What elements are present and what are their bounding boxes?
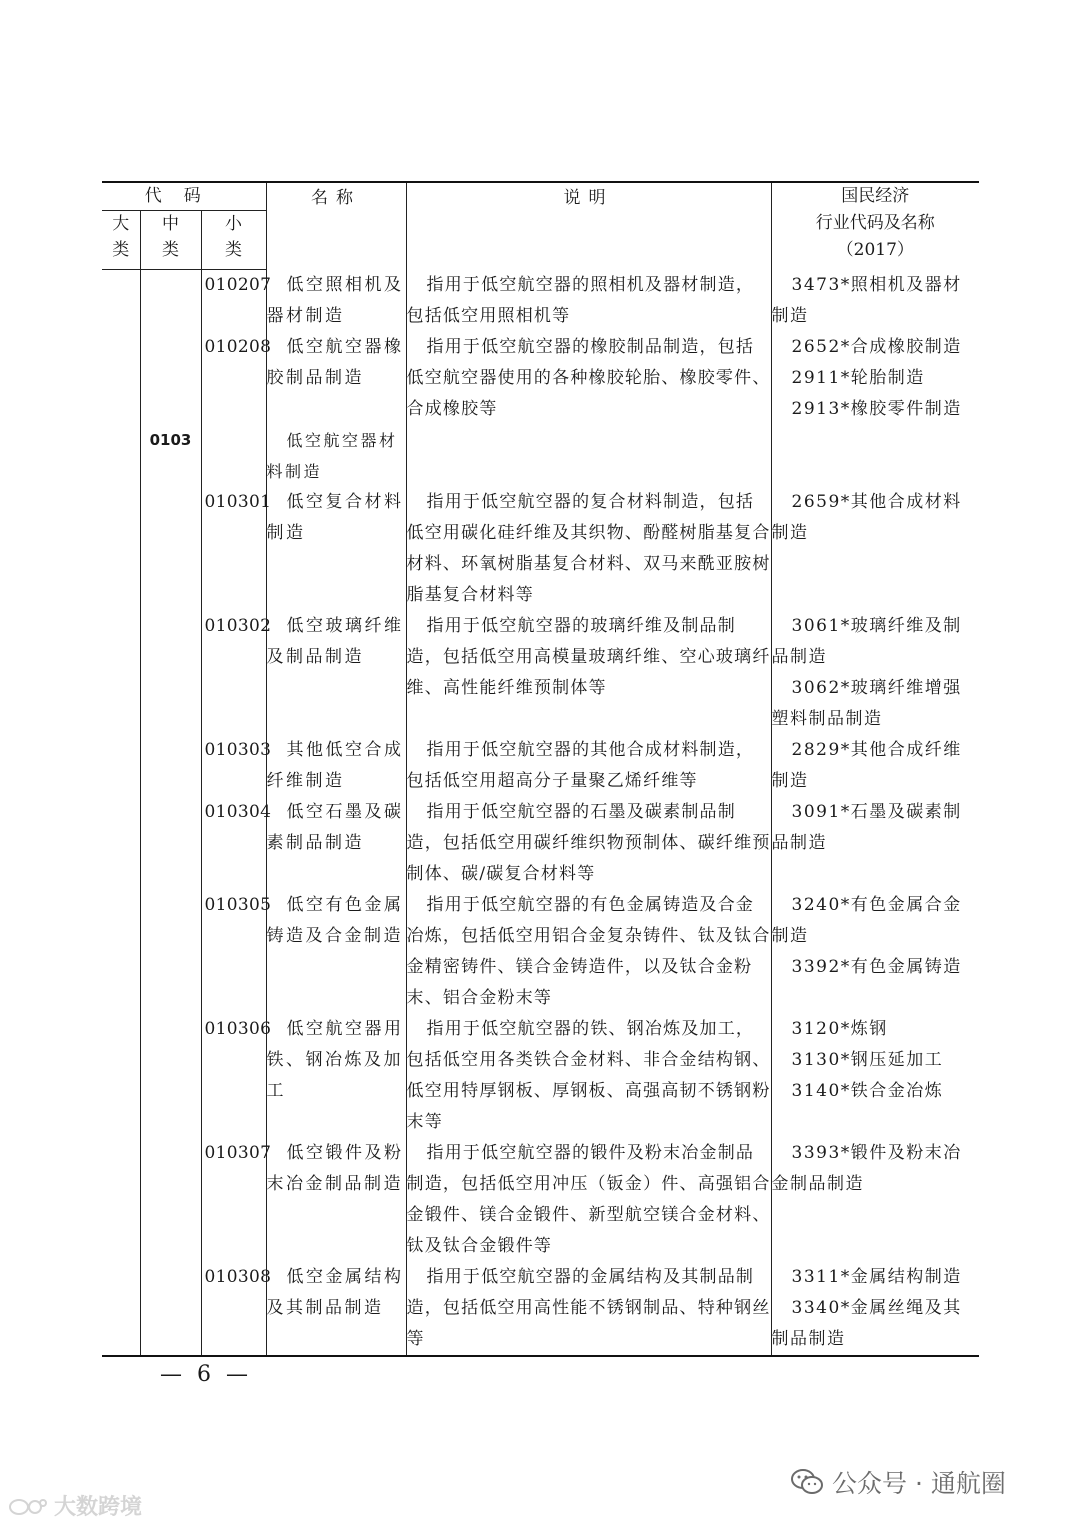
row-ref-line (772, 673, 980, 735)
row-ref (771, 735, 979, 797)
row-ref-line (772, 363, 980, 394)
mid-code (140, 425, 201, 487)
small-code: 010305 (201, 890, 266, 1014)
row-desc-text: 指用于低空航空器的锻件及粉末冶金制品制造，包括低空用冲压（钣金）件、高强铝合金锻件、镁合金锻件、新型航空镁合金材料、钛及钛合金锻件等 (406, 1142, 771, 1256)
small-code (201, 425, 266, 487)
weibo-logo-icon (8, 1495, 48, 1517)
mid-code-text: 0103 (149, 430, 192, 449)
big-cell (102, 890, 140, 1014)
row-ref (771, 487, 979, 611)
row-ref-text: 3062*玻璃纤维增强塑料制品制造 (771, 677, 962, 729)
row-ref (771, 332, 979, 425)
row-ref (771, 1262, 979, 1356)
row-name-text: 低空锻件及粉末冶金制品制造 (266, 1142, 404, 1194)
big-cell (102, 1014, 140, 1138)
header-big (102, 211, 140, 270)
wechat-icon (790, 1467, 824, 1497)
row-desc (406, 270, 771, 332)
row-name-text: 低空航空器用铁、钢冶炼及加工 (266, 1018, 404, 1101)
big-cell (102, 425, 140, 487)
header-ref-line1: 国民经济 (841, 186, 910, 206)
row-name (266, 270, 406, 332)
watermark-right-text: 公众号 · 通航圈 (832, 1469, 1006, 1498)
row-ref-line (772, 1014, 980, 1045)
small-code: 010308 (201, 1262, 266, 1356)
row-ref-text: 2829*其他合成纤维制造 (771, 739, 962, 791)
row-ref (771, 1138, 979, 1262)
classification-table (102, 181, 979, 1357)
big-cell (102, 487, 140, 611)
header-code: 代码 (102, 182, 266, 211)
header-small (201, 211, 266, 270)
row-ref-line (772, 332, 980, 363)
table-row (102, 611, 979, 735)
row-desc-text: 指用于低空航空器的铁、钢冶炼及加工，包括低空用各类铁合金材料、非合金结构钢、低空用特厚钢板、厚钢板、高强高韧不锈钢粉末等 (406, 1018, 771, 1132)
row-ref (771, 425, 979, 487)
row-desc (406, 611, 771, 735)
row-ref (771, 270, 979, 332)
row-ref-line (772, 1262, 980, 1293)
row-ref-line (772, 394, 980, 425)
row-ref-text: 3393*锻件及粉末冶金制品制造 (771, 1142, 962, 1194)
row-name (266, 1014, 406, 1138)
row-name-text: 其他低空合成纤维制造 (266, 739, 404, 791)
row-ref-text: 3091*石墨及碳素制品制造 (771, 801, 962, 853)
big-cell (102, 797, 140, 890)
header-desc: 说明 (406, 182, 771, 270)
row-name (266, 332, 406, 425)
header-ref-line3: （2017） (836, 240, 914, 260)
row-desc (406, 1262, 771, 1356)
small-code: 010302 (201, 611, 266, 735)
header-row-1 (102, 182, 979, 211)
table-row (102, 735, 979, 797)
row-name-text: 低空金属结构及其制品制造 (266, 1266, 404, 1318)
table-row (102, 890, 979, 1014)
table-row (102, 1138, 979, 1262)
small-code: 010307 (201, 1138, 266, 1262)
mid-cell (140, 1014, 201, 1138)
table-row (102, 270, 979, 332)
row-desc-text: 指用于低空航空器的复合材料制造，包括低空用碳化硅纤维及其织物、酚醛树脂基复合材料、环氧树脂基复合材料、双马来酰亚胺树脂基复合材料等 (406, 491, 771, 605)
row-name-text: 低空有色金属铸造及合金制造 (266, 894, 404, 946)
row-desc-text: 指用于低空航空器的其他合成材料制造，包括低空用超高分子量聚乙烯纤维等 (406, 739, 755, 791)
row-ref (771, 611, 979, 735)
table-row (102, 797, 979, 890)
row-ref-text: 3311*金属结构制造 (791, 1266, 962, 1287)
row-desc (406, 487, 771, 611)
row-ref-line (772, 952, 980, 983)
header-name: 名称 (266, 182, 406, 270)
row-desc (406, 1138, 771, 1262)
table-row (102, 487, 979, 611)
row-ref-text: 3120*炼钢 (791, 1018, 888, 1039)
row-name-text: 低空玻璃纤维及制品制造 (266, 615, 404, 667)
row-desc (406, 1014, 771, 1138)
table-body (102, 270, 979, 1356)
row-desc-text: 指用于低空航空器的石墨及碳素制品制造，包括低空用碳纤维织物预制体、碳纤维预制体、碳/碳复合材料等 (406, 801, 771, 884)
row-desc-text: 指用于低空航空器的玻璃纤维及制品制造，包括低空用高模量玻璃纤维、空心玻璃纤维、高性能纤维预制体等 (406, 615, 771, 698)
row-ref-line (772, 890, 980, 952)
big-cell (102, 270, 140, 332)
row-ref (771, 1014, 979, 1138)
row-name-text: 低空航空器材料制造 (266, 430, 398, 481)
header-mid (140, 211, 201, 270)
small-code: 010208 (201, 332, 266, 425)
table-row (102, 1014, 979, 1138)
row-name-text: 低空照相机及器材制造 (266, 274, 404, 326)
big-cell (102, 1262, 140, 1356)
row-ref-text: 3473*照相机及器材制造 (771, 274, 962, 326)
mid-cell (140, 611, 201, 735)
mid-cell (140, 270, 201, 332)
row-name (266, 797, 406, 890)
row-ref-text: 2911*轮胎制造 (791, 367, 925, 388)
row-desc (406, 797, 771, 890)
small-code: 010207 (201, 270, 266, 332)
table-row-mid (102, 425, 979, 487)
row-desc-text: 指用于低空航空器的照相机及器材制造，包括低空用照相机等 (406, 274, 755, 326)
small-code: 010301 (201, 487, 266, 611)
row-ref-text: 3130*钢压延加工 (791, 1049, 944, 1070)
row-ref-text: 3061*玻璃纤维及制品制造 (771, 615, 962, 667)
watermark-right (790, 1464, 1006, 1500)
mid-cell (140, 890, 201, 1014)
mid-cell (140, 735, 201, 797)
mid-cell (140, 797, 201, 890)
mid-cell (140, 332, 201, 425)
row-ref (771, 890, 979, 1014)
header-ref-line2: 行业代码及名称 (815, 213, 935, 233)
row-ref-line (772, 1076, 980, 1107)
row-name (266, 611, 406, 735)
big-cell (102, 611, 140, 735)
row-ref-text: 3340*金属丝绳及其制品制造 (771, 1297, 962, 1349)
row-ref-line (772, 1293, 980, 1355)
small-code: 010306 (201, 1014, 266, 1138)
row-name (266, 487, 406, 611)
mid-cell (140, 1138, 201, 1262)
watermark-left (8, 1490, 142, 1521)
table-row (102, 1262, 979, 1356)
header-mid-text: 中类 (162, 214, 179, 260)
row-ref-text: 3140*铁合金冶炼 (791, 1080, 944, 1101)
row-ref-text: 2652*合成橡胶制造 (791, 336, 962, 357)
row-desc-text: 指用于低空航空器的金属结构及其制品制造，包括低空用高性能不锈钢制品、特种钢丝等 (406, 1266, 771, 1349)
page-number: — 6 — (160, 1362, 252, 1387)
row-ref-text: 3392*有色金属铸造 (791, 956, 962, 977)
watermark-left-text: 大数跨境 (54, 1495, 143, 1520)
row-ref-text: 2913*橡胶零件制造 (791, 398, 962, 419)
row-desc (406, 425, 771, 487)
small-code: 010303 (201, 735, 266, 797)
mid-cell (140, 1262, 201, 1356)
big-cell (102, 1138, 140, 1262)
row-desc (406, 735, 771, 797)
row-ref (771, 797, 979, 890)
row-name-text: 低空复合材料制造 (266, 491, 404, 543)
small-code: 010304 (201, 797, 266, 890)
row-name (266, 735, 406, 797)
row-name (266, 425, 406, 487)
header-small-text: 小类 (225, 214, 243, 260)
row-ref-text: 2659*其他合成材料制造 (771, 491, 962, 543)
row-name (266, 1262, 406, 1356)
row-name-text: 低空石墨及碳素制品制造 (266, 801, 404, 853)
row-desc (406, 890, 771, 1014)
mid-cell (140, 487, 201, 611)
big-cell (102, 735, 140, 797)
row-ref-text: 3240*有色金属合金制造 (771, 894, 962, 946)
row-name (266, 1138, 406, 1262)
table-row (102, 332, 979, 425)
header-big-text: 大类 (112, 214, 130, 260)
row-desc (406, 332, 771, 425)
row-name (266, 890, 406, 1014)
row-desc-text: 指用于低空航空器的有色金属铸造及合金冶炼，包括低空用铝合金复杂铸件、钛及钛合金精密铸件、镁合金铸造件，以及钛合金粉末、铝合金粉末等 (406, 894, 771, 1008)
big-cell (102, 332, 140, 425)
row-desc-text: 指用于低空航空器的橡胶制品制造，包括低空航空器使用的各种橡胶轮胎、橡胶零件、合成橡胶等 (406, 336, 771, 419)
header-ref (771, 182, 979, 270)
row-ref-line (772, 611, 980, 673)
row-name-text: 低空航空器橡胶制品制造 (266, 336, 404, 388)
row-ref-line (772, 1045, 980, 1076)
